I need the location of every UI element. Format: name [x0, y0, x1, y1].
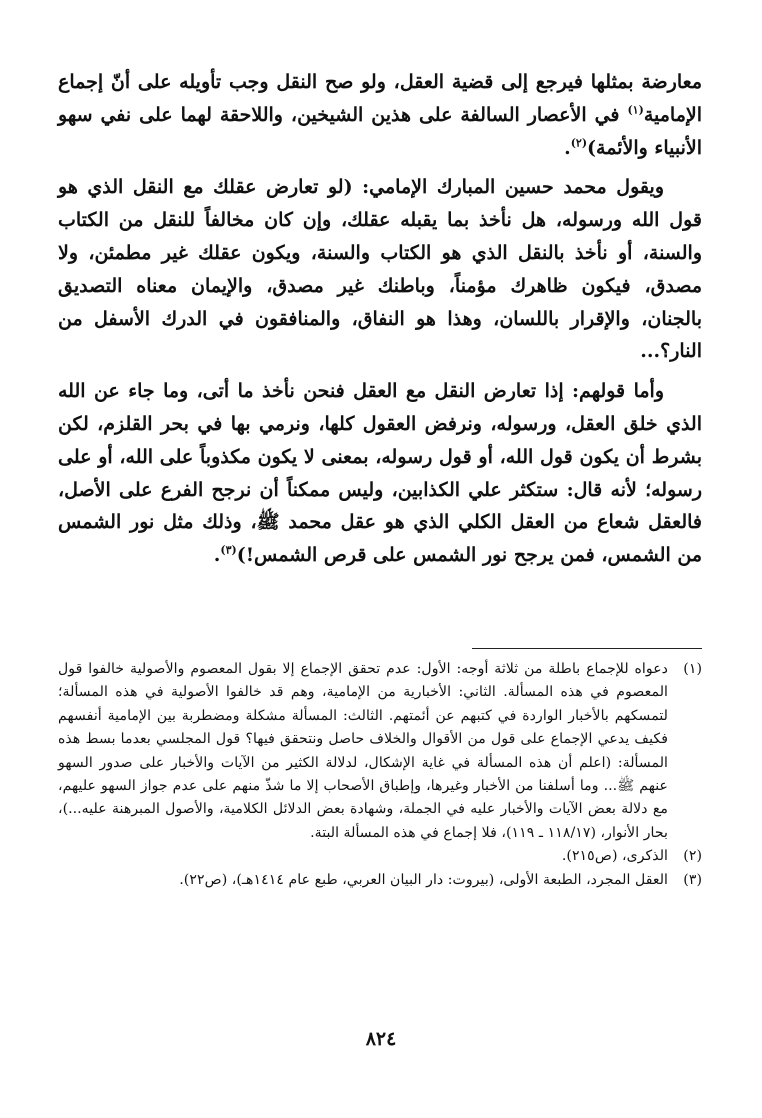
- footnote-divider: [472, 648, 702, 649]
- footnotes-section: [58, 658, 702, 892]
- paragraph-1-text-b: في الأعصار السالفة على هذين الشيخين، واللاحقة لهما على نفي سهو الأنبياء والأئمة): [58, 103, 702, 159]
- footnote-1-number: (١): [683, 661, 702, 677]
- footnote-1: [58, 658, 702, 845]
- footnote-ref-1: (١): [627, 103, 644, 117]
- footnote-2-number: (٢): [683, 848, 702, 865]
- footnote-3: [58, 869, 702, 892]
- footnote-3-number: (٣): [683, 871, 702, 888]
- footnote-3-text: العقل المجرد، الطبعة الأولى، (بيروت: دار البيان العربي، طبع عام ١٤١٤هـ)، (ص٢٢).: [179, 871, 668, 888]
- paragraph-2: [58, 171, 702, 368]
- footnote-2-text: الذكرى، (ص٢١٥).: [561, 848, 668, 865]
- main-text-body: [58, 66, 702, 572]
- paragraph-1-text-a: معارضة بمثلها فيرجع إلى قضية العقل، ولو صح النقل وجب تأويله على أنّ إجماع الإمامية: [58, 71, 702, 126]
- paragraph-2-text: ويقول محمد حسين المبارك الإمامي: (لو تعارض عقلك مع النقل الذي هو قول الله ورسوله، هل نأخذ بما يقبله عقلك، وإن كان مخالفاً للنقل من الكتاب والسنة، أو نأخذ بالنقل الذي هو الكتاب والسنة، ويكون عقلك غير مطمئن، ولا مصدق، فيكون ظاهرك مؤمناً، وباطنك غير مصدق، والإيمان معناه التصديق بالجنان، والإقرار باللسان، وهذا هو النفاق، والمنافقون في الدرك الأسفل من النار؟...: [58, 176, 702, 363]
- paragraph-3: [58, 375, 702, 572]
- footnote-ref-2: (٢): [570, 136, 588, 150]
- paragraph-3-text-b: .: [213, 544, 221, 567]
- page-number: ٨٢٤: [365, 1028, 397, 1050]
- paragraph-1: [58, 66, 702, 164]
- footnote-2: [58, 845, 702, 868]
- footnote-1-text: دعواه للإجماع باطلة من ثلاثة أوجه: الأول: عدم تحقق الإجماع إلا بقول المعصوم والأصولية خالفوا قول المعصوم في هذه المسألة. الثاني: الأخبارية من الإمامية، وهم قد خالفوا الأصولية في هذه المسألة؛ لتمسكهم بالأخبار الواردة في كتبهم عن أئمتهم. الثالث: المسألة مشكلة ومضطربة بين الإمامية أنفسهم فكيف يدعي الإجماع على قول من الأقوال والخلاف حاصل ونتحقق فيها؟ قول المجلسي بعدما بسط هذه المسألة: (اعلم أن هذه المسألة في غاية الإشكال، لدلالة الكثير من الآيات والأخبار على صدور السهو عنهم ﷺ... وما أسلفنا من الأخبار وغيرها، وإطباق الأصحاب إلا ما شذّ منهم على عدم جواز السهو عليهم، مع دلالة بعض الآيات والأخبار عليه في الجملة، وشهادة بعض الدلائل الكلامية، والأصول المبرهنة عليه...)، بحار الأنوار، (١١٨/١٧ ـ ١١٩)، فلا إجماع في هذه المسألة البتة.: [58, 661, 668, 841]
- footnote-ref-3: (٣): [220, 543, 237, 557]
- paragraph-3-text-a: وأما قولهم: إذا تعارض النقل مع العقل فنحن نأخذ ما أتى، وما جاء عن الله الذي خلق العقل، ورسوله، ونرفض العقول كلها، ونرمي بها في بحر القلزم، لكن بشرط أن يكون قول الله، أو قول رسوله، بمعنى لا يكون مكذوباً على الله، أو على رسوله؛ لأنه قال: ستكثر علي الكذابين، وليس ممكناً أن نرجح الفرع على الأصل، فالعقل شعاع من العقل الكلي الذي هو عقل محمد ﷺ، وذلك مثل نور الشمس من الشمس، فمن يرجح نور الشمس على قرص الشمس!): [58, 380, 702, 567]
- paragraph-1-text-c: .: [564, 136, 571, 159]
